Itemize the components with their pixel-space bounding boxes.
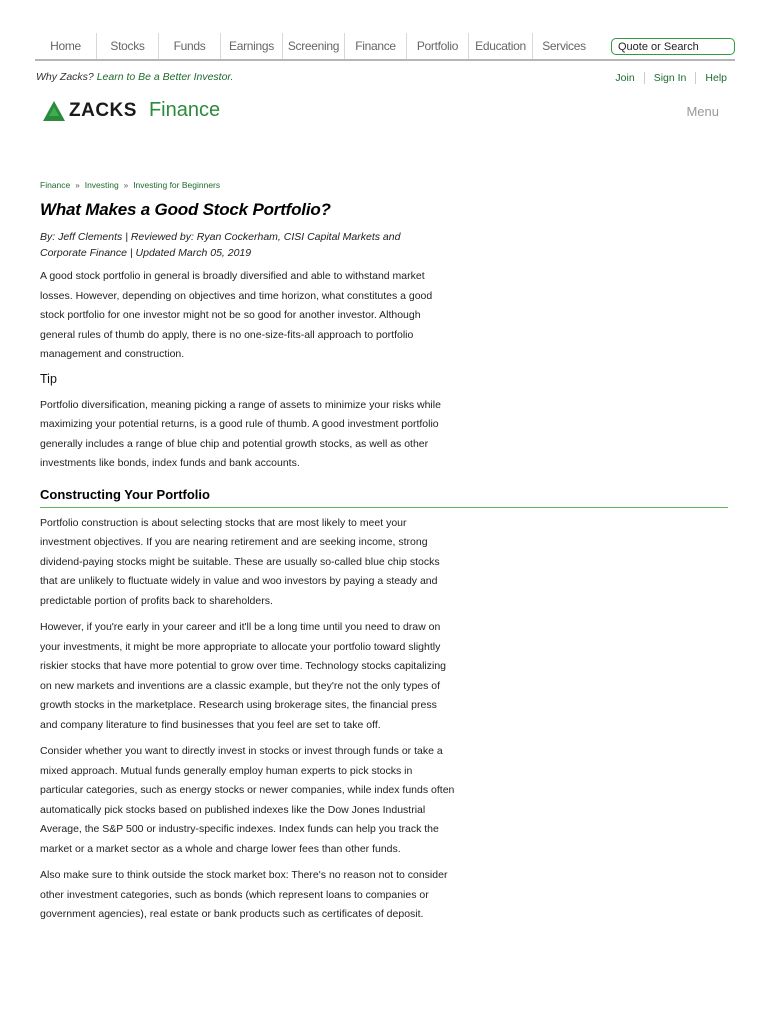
breadcrumb-finance[interactable]: Finance bbox=[40, 180, 71, 190]
breadcrumb bbox=[40, 180, 220, 190]
breadcrumb-investing-for-beginners[interactable]: Investing for Beginners bbox=[133, 180, 221, 190]
top-nav bbox=[35, 33, 735, 61]
sign-in-link[interactable]: Sign In bbox=[653, 72, 687, 84]
logo-brand: ZACKS bbox=[69, 99, 137, 121]
article-byline: By: Jeff Clements | Reviewed by: Ryan Cockerham, CISI Capital Markets and Corporate Finance | Updated March 05, 2019 bbox=[40, 231, 401, 259]
breadcrumb-investing[interactable]: Investing bbox=[84, 180, 119, 190]
tab-finance[interactable]: Finance bbox=[345, 33, 407, 59]
article-paragraph: Portfolio construction is about selecting stocks that are most likely to meet your investment objectives. If you are nearing retirement and are seeking income, strong dividend-paying stocks might be suitable. These are usually so-called blue chip stocks that are unlikely to fluctuate widely in value and woo investors by paying a steady and predictable portion of profits back to shareholders. bbox=[40, 516, 440, 607]
tab-funds[interactable]: Funds bbox=[159, 33, 221, 59]
tab-earnings[interactable]: Earnings bbox=[221, 33, 283, 59]
section-heading: Constructing Your Portfolio bbox=[40, 487, 728, 508]
logo-section-name: Finance bbox=[148, 99, 221, 121]
menu-button[interactable]: Menu bbox=[686, 104, 719, 119]
tab-screening[interactable]: Screening bbox=[283, 33, 345, 59]
tab-services[interactable]: Services bbox=[542, 39, 586, 53]
help-link[interactable]: Help bbox=[705, 72, 727, 84]
article-intro: A good stock portfolio in general is broadly diversified and able to withstand market losses. However, depending on objectives and time horizon, what constitutes a good stock portfolio for one investor might not be so good for another investor. Although general rules of thumb do apply, there is no one-size-fits-all approach to portfolio management and construction. bbox=[40, 270, 433, 360]
tab-education[interactable]: Education bbox=[469, 33, 533, 59]
site-logo[interactable] bbox=[43, 99, 220, 122]
article-paragraph: Also make sure to think outside the stock market box: There's no reason not to consider other investment categories, such as bonds (which represent loans to companies or government agencies), real estate or bank products such as certificates of deposit. bbox=[40, 869, 448, 920]
article-title: What Makes a Good Stock Portfolio? bbox=[40, 200, 331, 219]
join-link[interactable]: Join bbox=[615, 72, 635, 84]
why-zacks-label: Why Zacks? bbox=[36, 71, 94, 83]
divider bbox=[695, 72, 696, 84]
tip-text: Portfolio diversification, meaning picking a range of assets to minimize your risks while maximizing your potential returns, is a good rule of thumb. A good investment portfolio generally includes a range of blue chip and potential growth stocks, as well as other investments like bonds, index funds and bank accounts. bbox=[40, 398, 441, 469]
search-input[interactable] bbox=[611, 38, 735, 55]
breadcrumb-separator: » bbox=[123, 180, 129, 190]
article-paragraph: Consider whether you want to directly invest in stocks or invest through funds or take a mixed approach. Mutual funds generally employ human experts to pick stocks in particular categories, such as energy stocks or newer companies, while index funds often automatically pick stocks based on published indexes like the Dow Jones Industrial Average, the S&P 500 or industry-specific indexes. Index funds can help you track the market or a market sector as a whole and charge lower fees than other funds. bbox=[40, 745, 455, 855]
breadcrumb-separator: » bbox=[75, 180, 80, 190]
article-body bbox=[40, 267, 740, 932]
learn-link[interactable]: Learn to Be a Better Investor. bbox=[96, 71, 234, 83]
zacks-triangle-icon bbox=[43, 101, 65, 121]
article-paragraph: However, if you're early in your career and it'll be a long time until you need to draw on your investments, it might be more appropriate to allocate your portfolio toward slightly riskier stocks that have more potential to grow over time. Technology stocks capitalizing on new markets and inventions are a classic example, but they're not the only types of growth stocks in the marketplace. Research using brokerage sites, the financial press and company literature to find businesses that you feel are set to take off. bbox=[40, 621, 446, 731]
tip-heading: Tip bbox=[40, 371, 57, 386]
divider bbox=[644, 72, 645, 84]
tab-home[interactable]: Home bbox=[35, 33, 97, 59]
why-zacks-tagline bbox=[36, 71, 233, 83]
tab-stocks[interactable]: Stocks bbox=[97, 33, 159, 59]
tab-portfolio[interactable]: Portfolio bbox=[407, 33, 469, 59]
account-links bbox=[615, 72, 727, 84]
